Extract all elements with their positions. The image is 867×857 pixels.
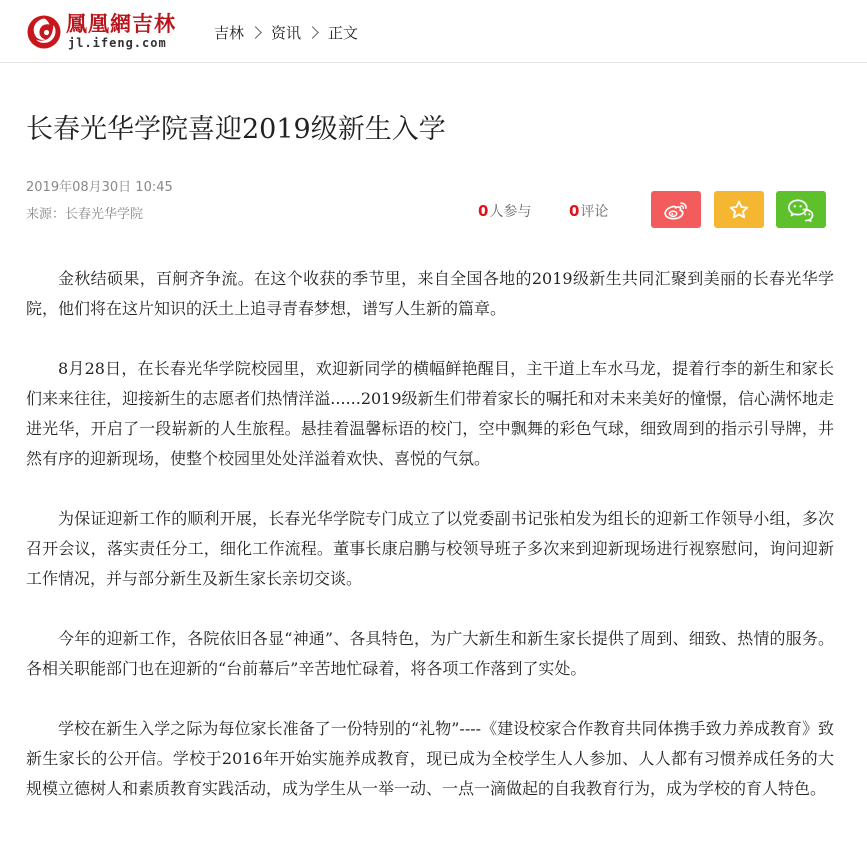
participants-count: 0 [478, 202, 489, 220]
comments-count: 0 [569, 202, 580, 220]
article-date: 2019年08月30日 10:45 [26, 180, 173, 195]
share-wechat-button[interactable] [776, 191, 826, 228]
breadcrumb-item-current: 正文 [328, 23, 359, 42]
article-title: 长春光华学院喜迎2019级新生入学 [26, 114, 446, 145]
wechat-icon [787, 198, 815, 222]
breadcrumb [214, 22, 358, 42]
article-paragraph: 为保证迎新工作的顺利开展，长春光华学院专门成立了以党委副书记张柏发为组长的迎新工作领导小组，多次召开会议，落实责任分工，细化工作流程。董事长康启鹏与校领导班子多次来到迎新现场进行视察慰问，询问迎新工作情况，并与部分新生及新生家长亲切交谈。 [26, 509, 834, 588]
comments-label: 评论 [580, 204, 609, 220]
weibo-icon [663, 199, 689, 221]
breadcrumb-item-news[interactable]: 资讯 [271, 23, 302, 42]
phoenix-logo-icon [26, 14, 62, 50]
participants-link[interactable] [478, 201, 531, 221]
logo-domain-text: jl.ifeng.com [68, 36, 167, 50]
site-logo[interactable] [26, 12, 201, 52]
article-paragraph: 学校在新生入学之际为每位家长准备了一份特别的“礼物”----《建设校家合作教育共同体携手致力养成教育》致新生家长的公开信。学校于2016年开始实施养成教育，现已成为全校学生人人参加、人人都有习惯养成任务的大规模立德树人和素质教育实践活动，成为学生从一举一动、一点一滴做起的自我教育行为，成为学校的育人特色。 [26, 719, 834, 798]
logo-name-text: 鳳凰網吉林 [66, 11, 176, 36]
share-favorite-button[interactable] [714, 191, 764, 228]
article-paragraph: 8月28日，在长春光华学院校园里，欢迎新同学的横幅鲜艳醒目，主干道上车水马龙，提着行李的新生和家长们来来往往，迎接新生的志愿者们热情洋溢......2019级新生们带着家长的嘱托和对未来美好的憧憬，信心满怀地走进光华，开启了一段崭新的人生旅程。悬挂着温馨标语的校门，空中飘舞的彩色气球，细致周到的指示引导牌，井然有序的迎新现场，使整个校园里处处洋溢着欢快、喜悦的气氛。 [26, 359, 834, 468]
chevron-right-icon [249, 26, 262, 39]
star-icon [728, 199, 750, 221]
participants-label: 人参与 [489, 204, 532, 220]
article-source: 来源：长春光华学院 [26, 207, 144, 222]
article-paragraph: 今年的迎新工作，各院依旧各显“神通”、各具特色，为广大新生和新生家长提供了周到、细致、热情的服务。各相关职能部门也在迎新的“台前幕后”辛苦地忙碌着，将各项工作落到了实处。 [26, 629, 834, 678]
chevron-right-icon [306, 26, 319, 39]
comments-link[interactable] [569, 201, 608, 221]
article-paragraph: 金秋结硕果，百舸齐争流。在这个收获的季节里，来自全国各地的2019级新生共同汇聚到美丽的长春光华学院，他们将在这片知识的沃土上追寻青春梦想，谱写人生新的篇章。 [26, 269, 834, 318]
site-header [0, 0, 867, 63]
article-body [26, 264, 834, 834]
breadcrumb-item-jilin[interactable]: 吉林 [214, 23, 245, 42]
share-weibo-button[interactable] [651, 191, 701, 228]
